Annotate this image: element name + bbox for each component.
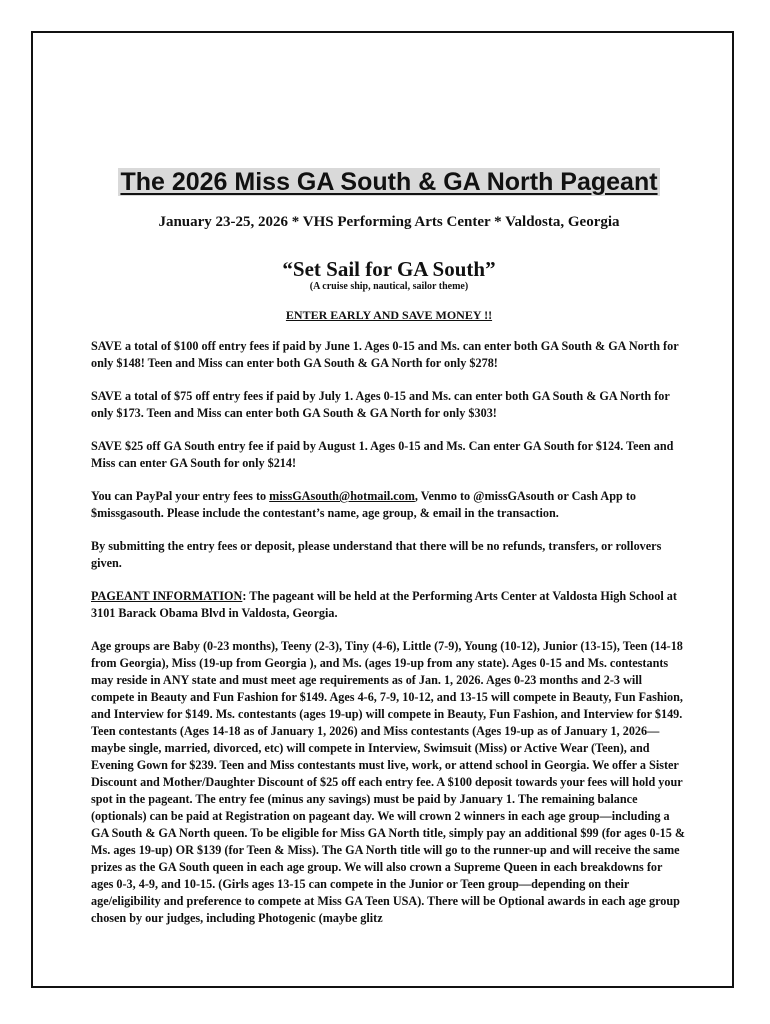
document-title-text: The 2026 Miss GA South & GA North Pageant [120, 168, 658, 196]
save-july-paragraph: SAVE a total of $75 off entry fees if paid by July 1. Ages 0-15 and Ms. can enter both GA South & GA North for only $173. Teen and Miss can enter both GA South & GA North for only $303! [91, 389, 670, 420]
save-june-paragraph: SAVE a total of $100 off entry fees if paid by June 1. Ages 0-15 and Ms. can enter both GA South & GA North for only $148! Teen and Miss can enter both GA South & GA North for only $278! [91, 339, 679, 370]
age-groups-paragraph: Age groups are Baby (0-23 months), Teeny (2-3), Tiny (4-6), Little (7-9), Young (10-12), Junior (13-15), Teen (14-18 from Georgia), Miss (19-up from Georgia ), and Ms. (ages 19-up from any state). Ages 0-15 and Ms. contestants may reside in ANY state and must meet age requirements as of Jan. 1, 2026. Ages 0-23 months and 2-3 will compete in Beauty and Fun Fashion for $149. Ages 4-6, 7-9, 10-12, and 13-15 will compete in Beauty, Fun Fashion, and Interview for $149. Ms. contestants (ages 19-up) will compete in Beauty, Fun Fashion, and Interview for $149. Teen contestants (Ages 14-18 as of January 1, 2026) and Miss contestants (Ages 19-up as of January 1, 2026—maybe single, married, divorced, etc) will compete in Interview, Swimsuit (Miss) or Active Wear (Teen), and Evening Gown for $239. Teen and Miss contestants must live, work, or attend school in Georgia. We offer a Sister Discount and Mother/Daughter Discount of $25 off each entry fee. A $100 deposit towards your fees will hold your spot in the pageant. The entry fee (minus any savings) must be paid by January 1. The remaining balance (optionals) can be paid at Registration on pageant day. We will crown 2 winners in each age group—including a GA South & GA North queen. To be eligible for Miss GA North title, simply pay an additional $99 (for ages 0-15 & Ms. ages 19-up) OR $139 (for Teen & Miss). The GA North title will go to the runner-up and will receive the same prizes as the GA South queen in each age group. We will also crown a Supreme Queen in each breakdowns for ages 0-3, 4-9, and 10-15. (Girls ages 13-15 can compete in the Junior or Teen group—depending on their age/eligibility and preference to compete at Miss GA Teen USA). There will be Optional awards in each age group chosen by our judges, including Photogenic (maybe glitz [91, 639, 686, 925]
pageant-info-label: PAGEANT INFORMATION [91, 589, 243, 603]
payment-prefix: You can PayPal your entry fees to [91, 489, 270, 503]
save-august-paragraph: SAVE $25 off GA South entry fee if paid by August 1. Ages 0-15 and Ms. Can enter GA South for $124. Teen and Miss can enter GA South for only $214! [91, 439, 674, 470]
enter-early-heading: ENTER EARLY AND SAVE MONEY !! [285, 308, 493, 322]
document-title [91, 161, 687, 200]
pageant-theme: “Set Sail for GA South” [282, 257, 496, 281]
event-dates-location: January 23-25, 2026 * VHS Performing Arts Center * Valdosta, Georgia [158, 214, 620, 230]
pageant-info-paragraph [91, 588, 687, 622]
payment-paragraph [91, 488, 687, 522]
payment-email-link[interactable]: missGAsouth@hotmail.com [269, 489, 415, 503]
document-body [91, 161, 687, 927]
pageant-theme-subtitle: (A cruise ship, nautical, sailor theme) [309, 281, 469, 292]
page-frame [31, 31, 734, 988]
payment-suffix: , Venmo to @missGAsouth or Cash App to $missgasouth. Please include the contestant’s name, age group, & email in the transaction. [91, 489, 636, 520]
pageant-info-text: : The pageant will be held at the Performing Arts Center at Valdosta High School at 3101 Barack Obama Blvd in Valdosta, Georgia. [91, 589, 677, 620]
refunds-paragraph: By submitting the entry fees or deposit, please understand that there will be no refunds, transfers, or rollovers given. [91, 539, 662, 570]
